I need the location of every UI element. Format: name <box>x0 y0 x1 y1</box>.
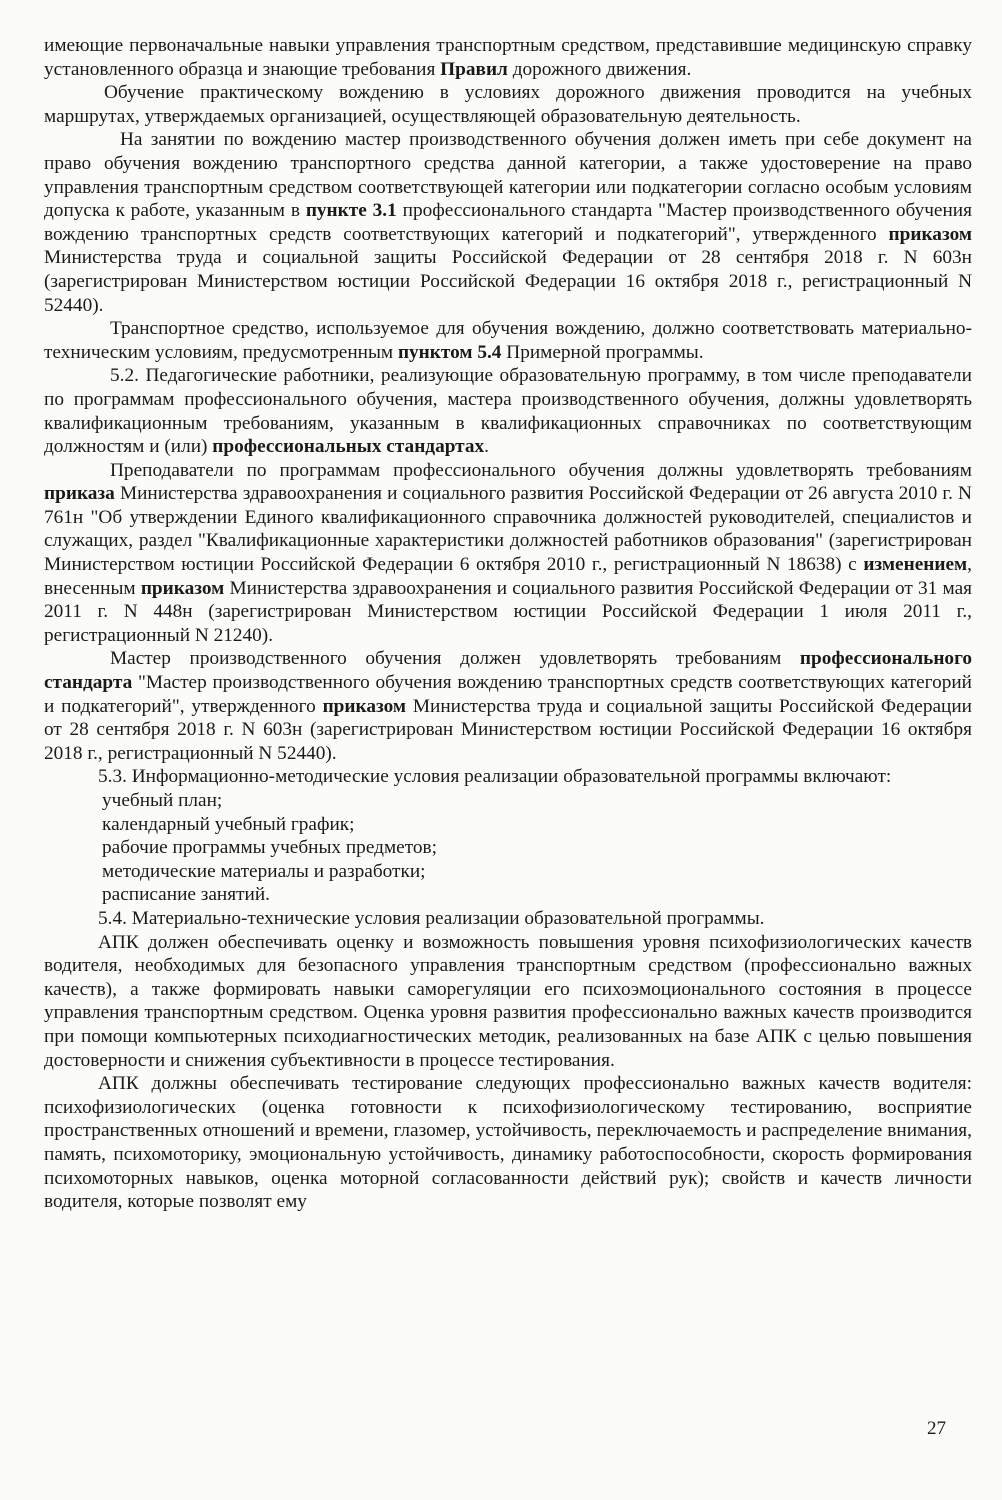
conditions-list <box>44 789 972 907</box>
text-run: , внесенным <box>44 554 972 599</box>
text-run: имеющие первоначальные навыки управления транспортным средством, представившие медицинскую справку установленного образца и знающие требования <box>44 35 972 80</box>
paragraph <box>44 364 972 458</box>
text-run: Мастер производственного обучения должен удовлетворять требованиям <box>110 648 800 670</box>
text-run: АПК должны обеспечивать тестирование следующих профессионально важных качеств водителя: психофизиологических (оценка готовности к психофизиологическому тестированию, восприятие пространственных отношений и времени, глазомер, устойчивость, переключаемость и распределение внимания, память, психомоторику, эмоциональную устойчивость, динамику работоспособности, скорость формирования психомоторных навыков, оценка моторной согласованности действий рук); свойств и качеств личности водителя, которые позволят ему <box>44 1073 972 1213</box>
bold-reference: профессиональных стандартах <box>212 436 485 458</box>
paragraph <box>44 765 972 789</box>
body-text <box>44 34 972 789</box>
paragraph <box>44 128 972 317</box>
text-run: 5.4. Материально-технические условия реализации образовательной программы. <box>98 907 765 929</box>
bold-reference: Правил <box>440 58 508 80</box>
paragraph <box>44 647 972 765</box>
text-run: Транспортное средство, используемое для обучения вождению, должно соответствовать материально-техническим условиям, предусмотренным <box>44 318 972 363</box>
bold-reference: приказом <box>140 577 225 599</box>
text-run: Примерной программы. <box>501 341 704 363</box>
paragraph <box>44 317 972 364</box>
text-run: АПК должен обеспечивать оценку и возможность повышения уровня психофизиологических качеств водителя, необходимых для безопасного управления транспортным средством (профессионально важных качеств), а также формировать навыки саморегуляции его психоэмоционального состояния в процессе управления транспортным средством. Оценка уровня развития профессионально важных качеств производится при помощи компьютерных психодиагностических методик, реализованных на базе АПК с целью повышения достоверности и снижения субъективности в процессе тестирования. <box>44 931 972 1071</box>
text-run: Министерства здравоохранения и социального развития Российской Федерации от 26 августа 2010 г. N 761н "Об утверждении Единого квалификационного справочника должностей руководителей, специалистов и служащих, раздел "Квалификационные характеристики должностей работников образования" (зарегистрирован Министерством юстиции Российской Федерации 6 октября 2010 г., регистрационный N 18638) с <box>44 483 972 576</box>
text-run: Министерства труда и социальной защиты Российской Федерации от 28 сентября 2018 г. N 603н (зарегистрирован Министерством юстиции Российской Федерации 16 октября 2018 г., регистрационный N 52440). <box>44 247 972 316</box>
text-run: 5.2. Педагогические работники, реализующие образовательную программу, в том числе преподаватели по программам профессионального обучения, мастера производственного обучения, должны удовлетворять квалификационным требованиям, указанным в квалификационных справочниках по соответствующим должностям и (или) <box>44 365 972 458</box>
bold-reference: изменением <box>863 554 968 576</box>
bold-reference: приказом <box>888 223 972 245</box>
text-run: На занятии по вождению мастер производственного обучения должен иметь при себе документ на право обучения вождению транспортного средства данной категории, а также удостоверение на право управления транспортным средством соответствующей категории или подкатегории согласно особым условиям допуска к работе, указанным в <box>44 129 972 222</box>
paragraph <box>44 1072 972 1214</box>
text-run: Министерства здравоохранения и социального развития Российской Федерации от 31 мая 2011 г. N 448н (зарегистрирован Министерством юстиции Российской Федерации 1 июля 2011 г., регистрационный N 21240). <box>44 577 972 646</box>
list-item: методические материалы и разработки; <box>102 860 426 882</box>
text-run: Преподаватели по программам профессионального обучения должны удовлетворять требованиям <box>110 459 972 481</box>
list-item: календарный учебный график; <box>102 813 355 835</box>
paragraph <box>44 931 972 1073</box>
text-run: дорожного движения. <box>507 58 692 80</box>
list-item: рабочие программы учебных предметов; <box>102 837 437 859</box>
paragraph <box>44 81 972 128</box>
page-number: 27 <box>927 1418 946 1439</box>
text-run: профессионального стандарта "Мастер производственного обучения вождению транспортных средств соответствующих категорий и подкатегорий", утвержденного <box>44 200 972 245</box>
text-run: Министерства труда и социальной защиты Российской Федерации от 28 сентября 2018 г. N 603н (зарегистрирован Министерством юстиции Российской Федерации 16 октября 2018 г., регистрационный N 52440). <box>44 695 972 764</box>
text-run: Обучение практическому вождению в условиях дорожного движения проводится на учебных маршрутах, утверждаемых организацией, осуществляющей образовательную деятельность. <box>44 82 972 127</box>
text-run: "Мастер производственного обучения вождению транспортных средств соответствующих категорий и подкатегорий", утвержденного <box>44 672 972 717</box>
list-item: учебный план; <box>102 790 223 811</box>
bold-reference: пунктом 5.4 <box>397 341 502 363</box>
bold-reference: пункте 3.1 <box>305 200 397 222</box>
paragraph <box>44 34 972 81</box>
bold-reference: приказа <box>44 483 115 505</box>
bold-reference: приказом <box>322 695 407 717</box>
body-text-continued <box>44 907 972 1214</box>
paragraph <box>44 459 972 648</box>
paragraph <box>44 907 972 931</box>
bold-reference: профессионального стандарта <box>44 648 972 694</box>
text-run: 5.3. Информационно-методические условия реализации образовательной программы включают: <box>98 766 892 788</box>
text-run: . <box>484 436 489 458</box>
list-item: расписание занятий. <box>102 884 271 906</box>
